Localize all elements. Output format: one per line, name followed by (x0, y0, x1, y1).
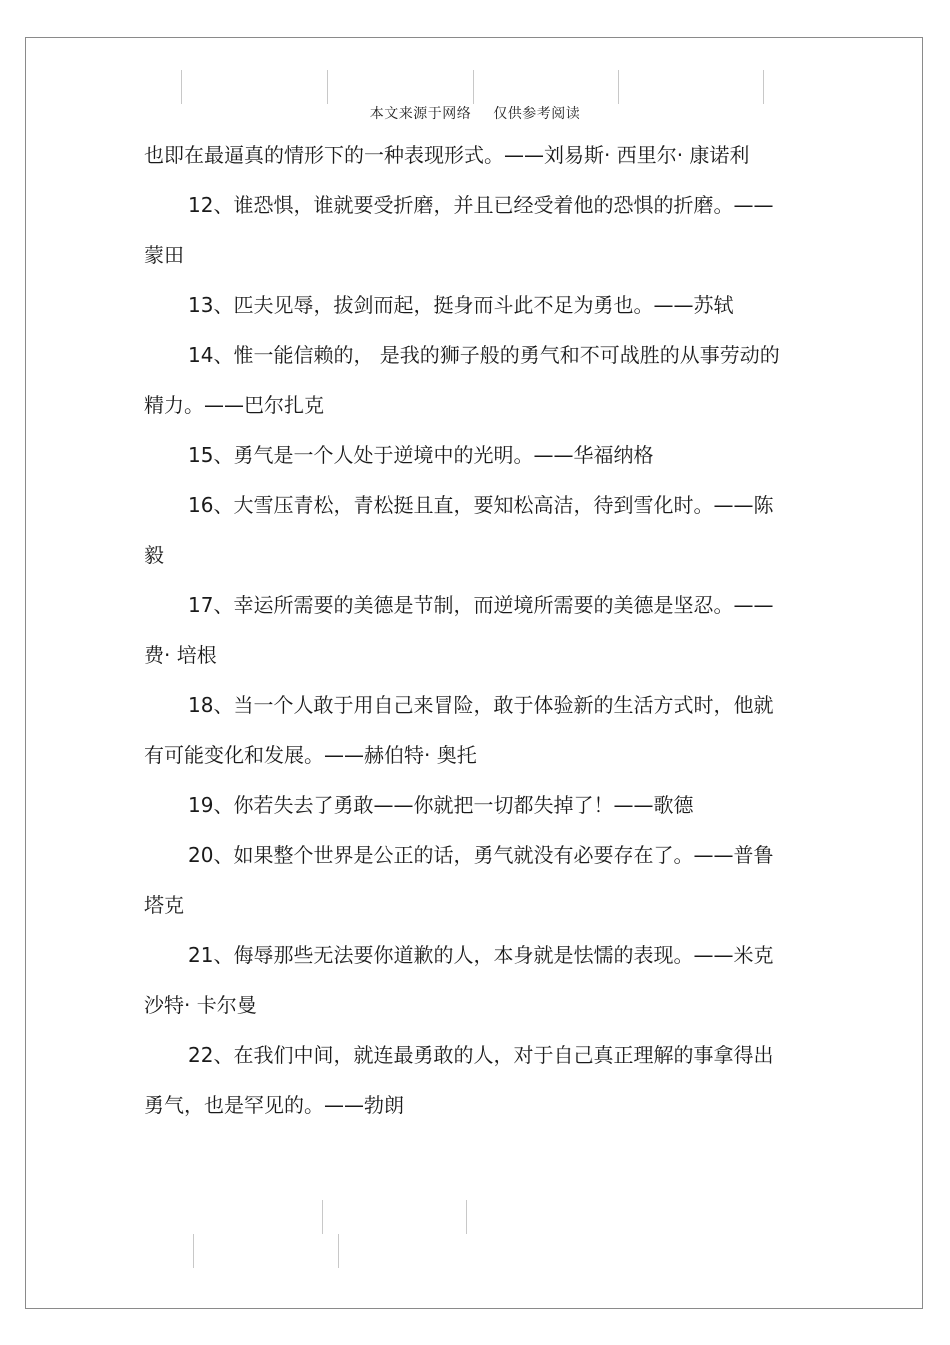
quote-paragraph: 19、你若失去了勇敢——你就把一切都失掉了！——歌德 (188, 793, 694, 817)
guide-line (338, 1234, 339, 1268)
quote-paragraph: 15、勇气是一个人处于逆境中的光明。——华福纳格 (188, 443, 654, 467)
guide-line (193, 1234, 194, 1268)
quote-paragraph: 18、当一个人敢于用自己来冒险，敢于体验新的生活方式时，他就有可能变化和发展。——赫伯特· 奥托 (144, 693, 774, 767)
quote-paragraph: 14、惟一能信赖的， 是我的狮子般的勇气和不可战胜的从事劳动的精力。——巴尔扎克 (144, 343, 780, 417)
guide-line (618, 70, 619, 104)
quote-paragraph: 21、侮辱那些无法要你道歉的人，本身就是怯懦的表现。——米克沙特· 卡尔曼 (144, 943, 774, 1017)
header-source-text: 本文来源于网络 (369, 106, 472, 122)
guide-line (322, 1200, 323, 1234)
quote-paragraph: 16、大雪压青松，青松挺且直，要知松高洁，待到雪化时。——陈毅 (144, 493, 774, 567)
quote-paragraph: 12、谁恐惧，谁就要受折磨，并且已经受着他的恐惧的折磨。——蒙田 (144, 193, 774, 267)
guide-line (473, 70, 474, 104)
quote-paragraph: 13、匹夫见辱，拔剑而起，挺身而斗此不足为勇也。——苏轼 (188, 293, 734, 317)
guide-line (327, 70, 328, 104)
guide-line (466, 1200, 467, 1234)
guide-line (763, 70, 764, 104)
quote-paragraph: 也即在最逼真的情形下的一种表现形式。——刘易斯· 西里尔· 康诺利 (144, 143, 750, 167)
header-reference-text: 仅供参考阅读 (493, 106, 581, 122)
page-header (0, 103, 950, 123)
quote-paragraph: 20、如果整个世界是公正的话，勇气就没有必要存在了。——普鲁塔克 (144, 843, 774, 917)
document-body (144, 130, 784, 1130)
quote-paragraph: 17、幸运所需要的美德是节制，而逆境所需要的美德是坚忍。——费· 培根 (144, 593, 774, 667)
guide-line (181, 70, 182, 104)
quote-paragraph: 22、在我们中间，就连最勇敢的人，对于自己真正理解的事拿得出勇气，也是罕见的。——勃朗 (144, 1043, 774, 1117)
